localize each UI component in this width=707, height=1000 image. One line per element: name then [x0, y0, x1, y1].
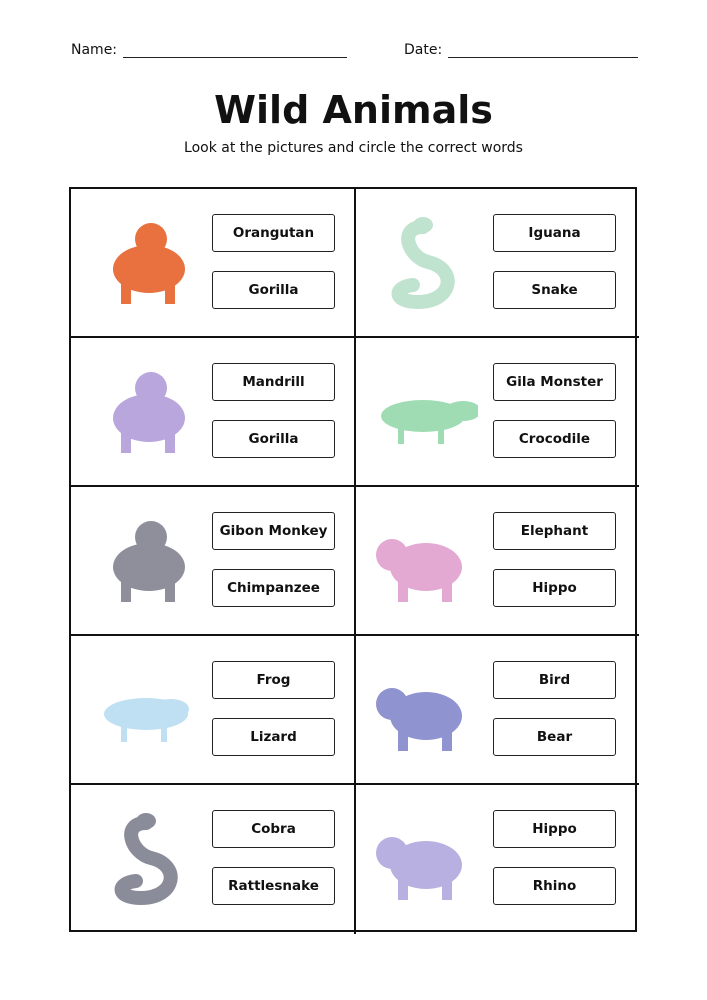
- option-button[interactable]: Snake: [493, 271, 616, 309]
- page-title: Wild Animals: [214, 88, 493, 132]
- option-button[interactable]: Mandrill: [212, 363, 335, 401]
- bear-image: [368, 654, 478, 764]
- option-button[interactable]: Gorilla: [212, 271, 335, 309]
- rhino-image: [368, 803, 478, 913]
- option-button[interactable]: Lizard: [212, 718, 335, 756]
- animal-cell: [356, 487, 639, 636]
- option-button[interactable]: Gila Monster: [493, 363, 616, 401]
- animal-cell: [356, 636, 639, 785]
- animal-cell: [71, 487, 356, 636]
- animal-cell: [356, 785, 639, 934]
- animal-grid: [69, 187, 637, 932]
- name-label: Name:: [71, 42, 118, 58]
- option-button[interactable]: Orangutan: [212, 214, 335, 252]
- chimpanzee-image: [91, 505, 201, 615]
- option-button[interactable]: Rhino: [493, 867, 616, 905]
- elephant-image: [368, 505, 478, 615]
- crocodile-image: [368, 356, 478, 466]
- option-button[interactable]: Gibon Monkey: [212, 512, 335, 550]
- animal-cell: [356, 189, 639, 338]
- cobra-image: [91, 803, 201, 913]
- animal-cell: [71, 636, 356, 785]
- option-button[interactable]: Iguana: [493, 214, 616, 252]
- animal-cell: [71, 189, 356, 338]
- option-button[interactable]: Cobra: [212, 810, 335, 848]
- frog-image: [91, 654, 201, 764]
- animal-cell: [71, 338, 356, 487]
- name-line[interactable]: [123, 42, 347, 58]
- option-button[interactable]: Gorilla: [212, 420, 335, 458]
- option-button[interactable]: Hippo: [493, 569, 616, 607]
- option-button[interactable]: Chimpanzee: [212, 569, 335, 607]
- option-button[interactable]: Bird: [493, 661, 616, 699]
- option-button[interactable]: Hippo: [493, 810, 616, 848]
- orangutan-image: [91, 207, 201, 317]
- option-button[interactable]: Crocodile: [493, 420, 616, 458]
- option-button[interactable]: Bear: [493, 718, 616, 756]
- date-line[interactable]: [448, 42, 638, 58]
- animal-cell: [71, 785, 356, 934]
- date-field[interactable]: [404, 42, 638, 58]
- option-button[interactable]: Rattlesnake: [212, 867, 335, 905]
- date-label: Date:: [404, 42, 443, 58]
- option-button[interactable]: Frog: [212, 661, 335, 699]
- instructions: Look at the pictures and circle the correct words: [184, 140, 523, 156]
- snake-image: [368, 207, 478, 317]
- animal-cell: [356, 338, 639, 487]
- name-field[interactable]: [71, 42, 347, 58]
- gorilla-image: [91, 356, 201, 466]
- option-button[interactable]: Elephant: [493, 512, 616, 550]
